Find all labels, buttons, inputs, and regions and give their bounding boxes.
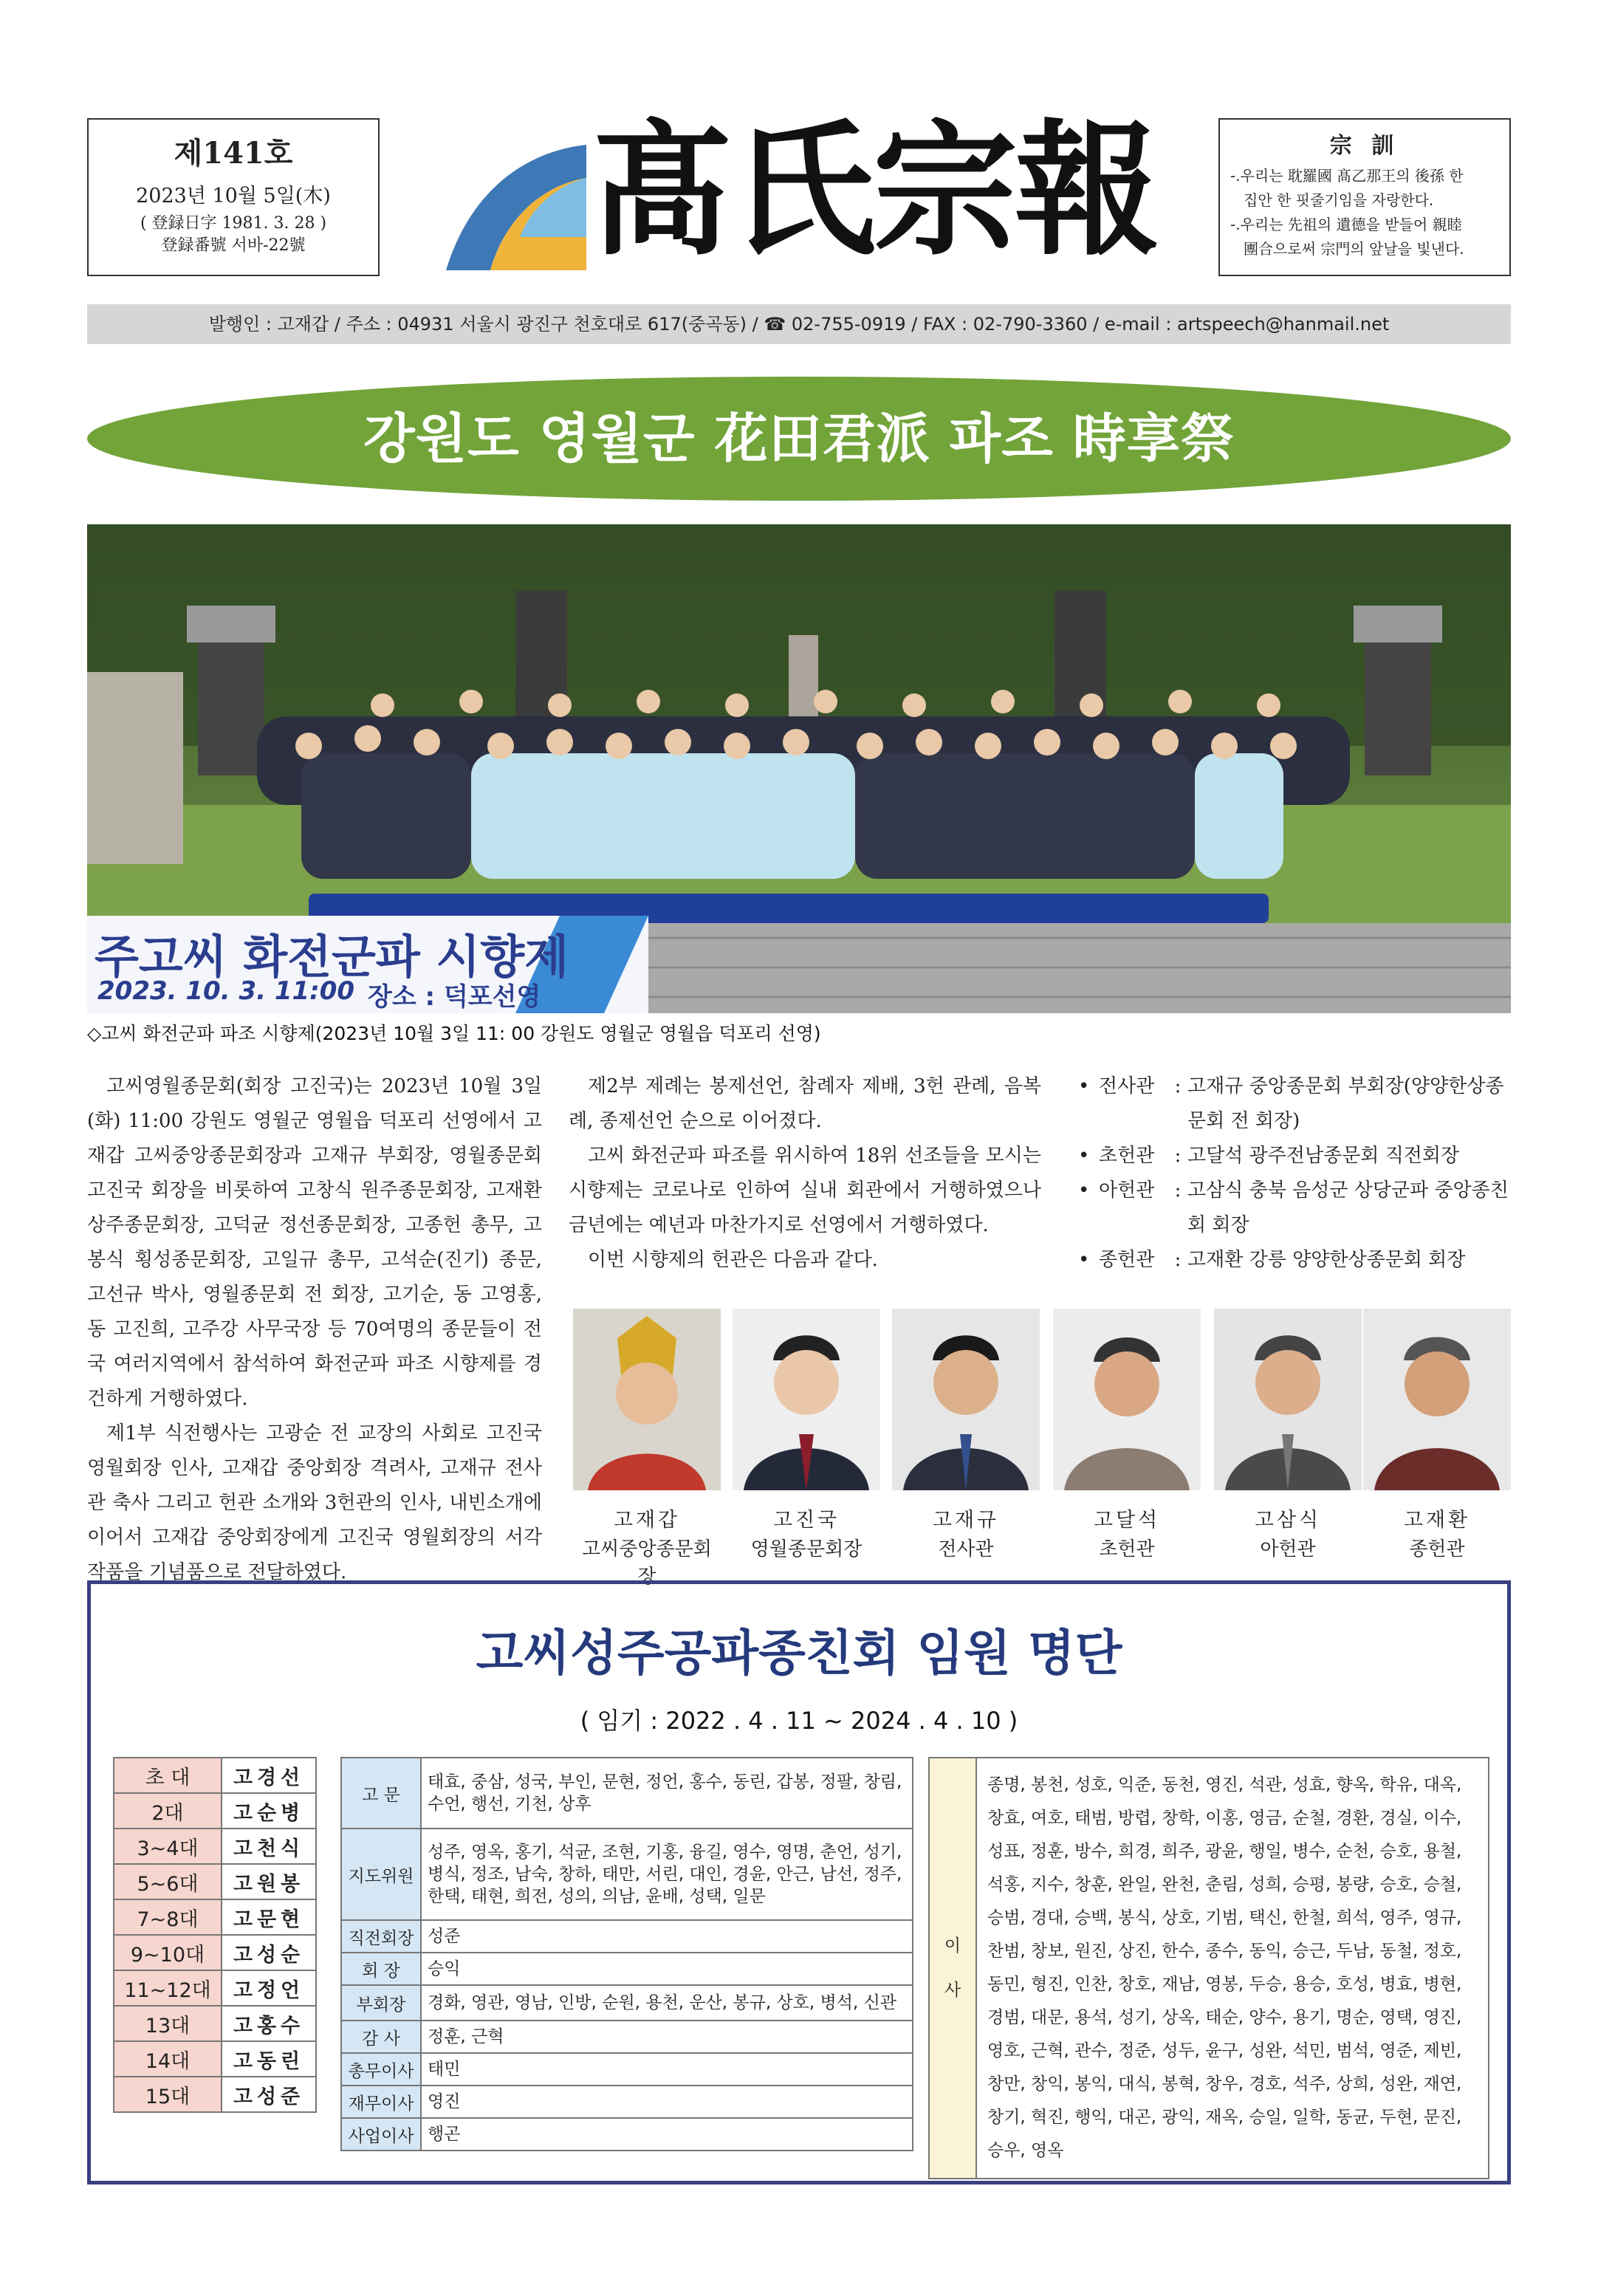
name-cell: 고성준 xyxy=(222,2077,316,2112)
generation-cell: 초 대 xyxy=(114,1758,222,1793)
portrait-role: 전사관 xyxy=(938,1538,994,1560)
table-row xyxy=(341,1758,913,1829)
group-photo xyxy=(87,524,1511,1013)
officiant-desc: 고재규 중앙종문회 부회장(양양한상종문회 전 회장) xyxy=(1187,1075,1504,1132)
positions-table xyxy=(340,1757,913,2151)
motto-line: 團合으로써 宗門의 앞날을 빛낸다. xyxy=(1244,240,1464,258)
officiant-role: 종헌관 xyxy=(1099,1249,1155,1271)
members-cell: 정훈, 근혁 xyxy=(421,2021,913,2053)
members-cell: 성주, 영옥, 홍기, 석균, 조현, 기홍, 융길, 영수, 영명, 춘언, 성기, 병식, 정조, 남숙, 창하, 태만, 서린, 대인, 경윤, 안근, 남선, 정주, 한택, 태현, 희전, 성의, 의남, 윤배, 성택, 일문 xyxy=(421,1829,913,1920)
generation-cell: 5~6대 xyxy=(114,1864,222,1899)
table-row xyxy=(114,1970,316,2006)
table-row xyxy=(341,2086,913,2118)
directors-table xyxy=(928,1757,1489,2179)
position-cell: 감 사 xyxy=(341,2021,421,2053)
name-cell: 고성순 xyxy=(222,1935,316,1970)
article-paragraph: 고씨 화전군파 파조를 위시하여 18위 선조들을 모시는 시향제는 코로나로 인하여 실내 회관에서 거행하였으나 금년에는 예년과 마찬가지로 선영에서 거행하였다. xyxy=(569,1145,1041,1236)
issue-info-box xyxy=(87,118,380,276)
members-cell: 행곤 xyxy=(421,2118,913,2151)
portrait-role: 아헌관 xyxy=(1260,1538,1316,1560)
name-cell: 고홍수 xyxy=(222,2006,316,2041)
portrait-card xyxy=(573,1309,721,1589)
position-cell: 직전회장 xyxy=(341,1920,421,1953)
generation-cell: 9~10대 xyxy=(114,1935,222,1970)
generation-cell: 13대 xyxy=(114,2006,222,2041)
officiant-role: 아헌관 xyxy=(1099,1179,1155,1202)
generation-cell: 2대 xyxy=(114,1793,222,1829)
position-cell: 사업이사 xyxy=(341,2118,421,2151)
officiant-item: • 아헌관 : 고삼식 충북 음성군 상당군파 중앙종친회 회장 xyxy=(1078,1173,1521,1243)
portrait-role: 종헌관 xyxy=(1409,1538,1465,1560)
portrait-photo xyxy=(573,1309,721,1490)
members-cell: 경화, 영관, 영남, 인방, 순원, 용천, 운산, 봉규, 상호, 병석, 신관 xyxy=(421,1985,913,2021)
name-cell: 고경선 xyxy=(222,1758,316,1793)
officiant-item: • 종헌관 : 고재환 강릉 양양한상종문회 회장 xyxy=(1078,1243,1521,1278)
table-row xyxy=(114,1899,316,1935)
portrait-card xyxy=(1053,1309,1201,1561)
publisher-info-bar: 발행인 : 고재갑 / 주소 : 04931 서울시 광진구 천호대로 617(중곡동) / ☎ 02-755-0919 / FAX : 02-790-3360 / e-mail : artspeech@hanmail.net xyxy=(87,304,1511,344)
officiant-role: 초헌관 xyxy=(1099,1145,1155,1167)
table-row xyxy=(114,1935,316,1970)
officiant-item: • 초헌관 : 고달석 광주전남종문회 직전회장 xyxy=(1078,1139,1521,1173)
members-cell: 승익 xyxy=(421,1953,913,1985)
officiant-role: 전사관 xyxy=(1099,1075,1155,1097)
officiants-list xyxy=(1078,1069,1521,1278)
name-cell: 고천식 xyxy=(222,1829,316,1864)
registration-info xyxy=(89,213,378,257)
table-row xyxy=(114,2006,316,2041)
officiant-desc: 고재환 강릉 양양한상종문회 회장 xyxy=(1187,1249,1466,1271)
officiant-desc: 고삼식 충북 음성군 상당군파 중앙종친회 회장 xyxy=(1187,1179,1509,1236)
registration-number: 登録番號 서바-22號 xyxy=(161,236,306,255)
motto-title: 宗 訓 xyxy=(1329,133,1400,159)
motto-line: -.우리는 耽羅國 髙乙那王의 後孫 한 xyxy=(1230,167,1464,185)
members-cell: 태효, 중삼, 성국, 부인, 문현, 정언, 홍수, 동린, 갑봉, 정팔, 창림, 수언, 행선, 기천, 상후 xyxy=(421,1758,913,1829)
portrait-photo xyxy=(892,1309,1040,1490)
generation-cell: 15대 xyxy=(114,2077,222,2112)
position-cell: 부회장 xyxy=(341,1985,421,2021)
banner-date: 2023. 10. 3. 11:00 xyxy=(97,976,355,1006)
portrait-photo xyxy=(733,1309,880,1490)
generation-cell: 11~12대 xyxy=(114,1970,222,2006)
position-cell: 총무이사 xyxy=(341,2053,421,2086)
article-column-2 xyxy=(569,1069,1041,1278)
table-row xyxy=(341,1953,913,1985)
headline-banner: 강원도 영월군 花田君派 파조 時享祭 xyxy=(87,377,1511,501)
portrait-card xyxy=(733,1309,880,1561)
officiant-desc: 고달석 광주전남종문회 직전회장 xyxy=(1187,1145,1460,1167)
motto-line: 집안 한 핏줄기임을 자랑한다. xyxy=(1244,191,1434,209)
table-row xyxy=(114,1793,316,1829)
roster-title: 고씨성주공파종친회 임원 명단 xyxy=(476,1625,1122,1682)
motto-line: -.우리는 先祖의 遺德을 받들어 親睦 xyxy=(1230,216,1462,233)
table-row xyxy=(929,1758,1489,2179)
portrait-name: 고달석 xyxy=(1093,1509,1161,1532)
article-paragraph: 고씨영월종문회(회장 고진국)는 2023년 10월 3일(화) 11:00 강원도 영월군 영월읍 덕포리 선영에서 고재갑 고씨중앙종문회장과 고재규 부회장, 영월종문회 고진국 회장을 비롯하여 고창식 원주종문회장, 고재환 상주종문회장, 고덕균 정선종문회장, 고종헌 총무, 고봉식 횡성종문회장, 고일규 총무, 고석순(진기) 종문, 고선규 박사, 영월종문회 전 회장, 고기순, 동 고영홍, 동 고진희, 고주강 사무국장 등 70여명의 종문들이 전국 여러지역에서 참석하여 화전군파 파조 시향제를 경건하게 거행하였다. xyxy=(87,1075,542,1410)
masthead-title: 髙氏宗報 xyxy=(589,106,1157,275)
name-cell: 고순병 xyxy=(222,1793,316,1829)
name-cell: 고원봉 xyxy=(222,1864,316,1899)
generation-heads-table xyxy=(113,1757,317,2113)
position-cell: 회 장 xyxy=(341,1953,421,1985)
directors-members: 종명, 봉천, 성호, 익준, 동천, 영진, 석관, 성효, 향옥, 학유, 대옥, 창효, 여호, 태범, 방렵, 창학, 이홍, 영금, 순철, 경환, 경실, 이수, 성표, 정훈, 방수, 희경, 희주, 광윤, 행일, 병수, 순천, 승호, 용철, 석홍, 지수, 창훈, 완일, 완천, 춘림, 성희, 승평, 봉량, 승호, 승철, 승범, 경대, 승백, 봉식, 상호, 기범, 택신, 한철, 희석, 영주, 영규, 찬범, 창보, 원진, 상진, 한수, 종수, 동익, 승근, 두남, 동철, 정호, 동민, 형진, 인찬, 창호, 재남, 영봉, 두승, 용승, 호성, 병효, 병현, 경범, 대문, 용석, 성기, 상옥, 태순, 양수, 용기, 명순, 영택, 영진, 영호, 근혁, 관수, 정준, 성두, 윤구, 성완, 석민, 범석, 영준, 제빈, 창만, 창익, 봉익, 대식, 봉혁, 창우, 경호, 석주, 상희, 성완, 재연, 창기, 혁진, 행익, 대곤, 광익, 재옥, 승일, 일학, 동균, 두현, 문진, 승우, 영옥 xyxy=(976,1758,1489,2179)
members-cell: 태민 xyxy=(421,2053,913,2086)
portrait-photo xyxy=(1214,1309,1362,1490)
portrait-photo xyxy=(1363,1309,1511,1490)
officiant-item: • 전사관 : 고재규 중앙종문회 부회장(양양한상종문회 전 회장) xyxy=(1078,1069,1521,1139)
issue-number: 제141호 xyxy=(174,136,293,171)
roster-term: ( 임기 : 2022 . 4 . 11 ~ 2024 . 4 . 10 ) xyxy=(580,1707,1018,1735)
position-cell: 고 문 xyxy=(341,1758,421,1829)
table-row xyxy=(341,2118,913,2151)
generation-cell: 7~8대 xyxy=(114,1899,222,1935)
newspaper-logo xyxy=(446,145,586,270)
article-column-1 xyxy=(87,1069,542,1590)
table-row xyxy=(114,1758,316,1793)
portrait-role: 고씨중앙종문회장 xyxy=(582,1538,712,1588)
portrait-name: 고삼식 xyxy=(1254,1509,1322,1532)
table-row xyxy=(341,1920,913,1953)
banner-place: 장소 : 덕포선영 xyxy=(368,982,541,1012)
table-row xyxy=(341,1829,913,1920)
registration-date: ( 登録日字 1981. 3. 28 ) xyxy=(140,214,327,233)
portrait-photo xyxy=(1053,1309,1201,1490)
photo-caption: ◇고씨 화전군파 파조 시향제(2023년 10월 3일 11: 00 강원도 영월군 영월읍 덕포리 선영) xyxy=(87,1023,821,1044)
article-paragraph: 이번 시향제의 헌관은 다음과 같다. xyxy=(588,1249,878,1271)
portrait-role: 영월종문회장 xyxy=(750,1538,863,1560)
members-cell: 영진 xyxy=(421,2086,913,2118)
portrait-name: 고재환 xyxy=(1403,1509,1471,1532)
position-cell: 지도위원 xyxy=(341,1829,421,1920)
table-row xyxy=(114,1829,316,1864)
name-cell: 고문현 xyxy=(222,1899,316,1935)
portrait-role: 초헌관 xyxy=(1099,1538,1155,1560)
members-cell: 성준 xyxy=(421,1920,913,1953)
banner-title: 주고씨 화전군파 시향제 xyxy=(95,930,569,984)
name-cell: 고정언 xyxy=(222,1970,316,2006)
table-row xyxy=(114,2041,316,2077)
generation-cell: 14대 xyxy=(114,2041,222,2077)
officers-roster-box xyxy=(87,1580,1511,2184)
portrait-card xyxy=(892,1309,1040,1561)
portrait-name: 고진국 xyxy=(772,1509,840,1532)
table-row xyxy=(114,1864,316,1899)
table-row xyxy=(114,2077,316,2112)
position-cell: 재무이사 xyxy=(341,2086,421,2118)
family-motto-box xyxy=(1218,118,1511,276)
issue-date: 2023년 10월 5일(木) xyxy=(136,185,331,208)
portrait-card xyxy=(1363,1309,1511,1561)
article-paragraph: 제2부 제례는 봉제선언, 참례자 제배, 3헌 관례, 음복례, 종제선언 순으로 이어졌다. xyxy=(569,1075,1041,1132)
article-paragraph: 제1부 식전행사는 고광순 전 교장의 사회로 고진국 영월회장 인사, 고재갑 중앙회장 격려사, 고재규 전사관 축사 그리고 헌관 소개와 3헌관의 인사, 내빈소개에 이어서 고재갑 중앙회장에게 고진국 영월회장의 서각 작품을 기념품으로 전달하였다. xyxy=(87,1422,542,1583)
generation-cell: 3~4대 xyxy=(114,1829,222,1864)
table-row xyxy=(341,1985,913,2021)
portrait-name: 고재규 xyxy=(932,1509,1000,1532)
name-cell: 고동린 xyxy=(222,2041,316,2077)
table-row xyxy=(341,2053,913,2086)
directors-label: 이 사 xyxy=(929,1758,976,2179)
portrait-card xyxy=(1214,1309,1362,1561)
table-row xyxy=(341,2021,913,2053)
portrait-name: 고재갑 xyxy=(613,1509,681,1532)
